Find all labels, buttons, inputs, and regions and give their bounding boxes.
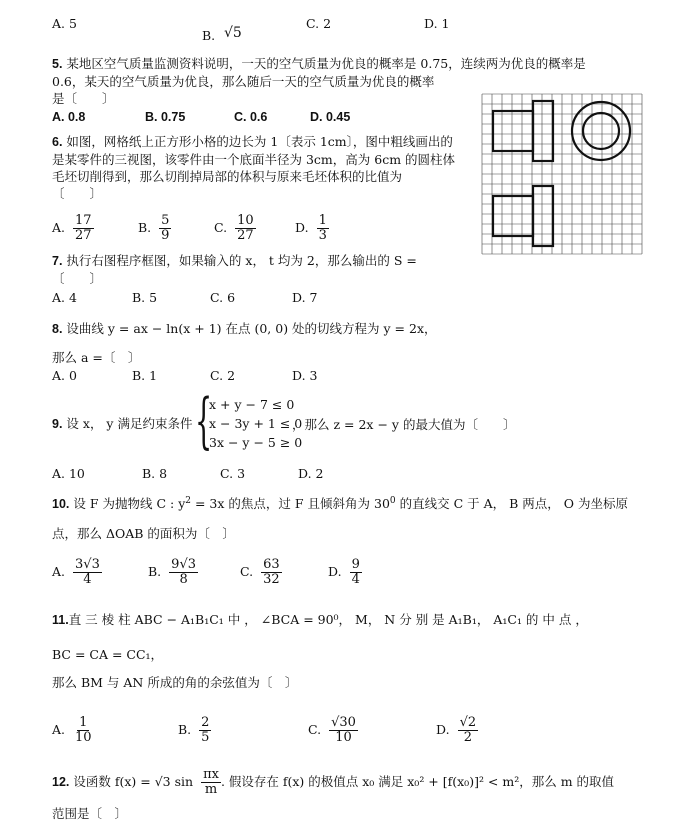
q4-option-b-value: √5 xyxy=(224,25,242,41)
q6-option-a: A. $\frac{17}{27}$ xyxy=(52,213,92,243)
front-view-box-left xyxy=(493,111,533,151)
q8-option-c: C. 2 xyxy=(210,368,236,383)
q7-option-d: D. 7 xyxy=(292,290,318,305)
q4-option-b-label: B. xyxy=(202,28,216,43)
q8-number: 8. xyxy=(52,322,63,336)
q7-line-1: 执行右图程序框图，如果输入的 x， t 均为 2，那么输出的 S = xyxy=(66,253,417,268)
question-9 xyxy=(52,415,192,433)
q12-number: 12. xyxy=(52,775,70,789)
q11-line-3: 那么 BM 与 AN 所成的角的余弦值为〔 〕 xyxy=(52,675,298,690)
q6-line-3: 毛坯切削得到，那么切削掉局部的体积与原来毛坯体积的比值为 xyxy=(52,169,403,184)
q9-option-b: B. 8 xyxy=(142,466,168,481)
q7-option-a: A. 4 xyxy=(52,290,77,305)
q6-option-c: C. $\frac{10}{27}$ xyxy=(214,213,254,243)
side-view-box-right xyxy=(533,186,553,246)
q12-fraction: $\frac{\pi x}{m}$ xyxy=(203,767,219,797)
q8-option-b: B. 1 xyxy=(132,368,158,383)
q10-number: 10. xyxy=(52,497,70,512)
q6-line-1: 如图，网格纸上正方形小格的边长为 1〔表示 1cm〕，图中粗线画出的 xyxy=(66,134,453,149)
q11-number: 11. xyxy=(52,613,69,627)
q5-number: 5. xyxy=(52,57,63,71)
top-view-inner-circle xyxy=(583,113,619,149)
q8-line-2: 那么 a =〔 〕 xyxy=(52,350,141,365)
q9-constraint-1: x + y − 7 ≤ 0 xyxy=(209,397,295,412)
q12-line-1a: 设函数 f(x) = √3 sin xyxy=(73,774,194,789)
top-view-outer-circle xyxy=(572,102,630,160)
q6-line-2: 是某零件的三视图，该零件由一个底面半径为 3cm，高为 6cm 的圆柱体 xyxy=(52,152,456,167)
question-6 xyxy=(52,133,472,202)
q9-brace: { xyxy=(195,386,213,456)
question-10 xyxy=(52,493,652,542)
q10-line-1b: = 3x 的焦点，过 F 且倾斜角为 30 xyxy=(191,496,390,512)
q11-option-b: B. $\frac{2}{5}$ xyxy=(178,715,210,745)
q6-number: 6. xyxy=(52,135,63,149)
q9-option-a: A. 10 xyxy=(52,466,85,481)
q11-line-1: 直 三 棱 柱 ABC − A₁B₁C₁ 中 ， ∠BCA = 90⁰， M， N 分 别 是 A₁B₁， A₁C₁ 的 中 点 ， xyxy=(68,612,588,627)
q7-number: 7. xyxy=(52,254,63,268)
q10-option-d: D. $\frac{9}{4}$ xyxy=(328,557,360,587)
q9-constraint-2: x − 3y + 1 ≤ 0 xyxy=(209,416,303,431)
q9-tail: ，那么 z = 2x − y 的最大值为〔 〕 xyxy=(292,417,516,432)
q6-line-4: 〔 〕 xyxy=(52,186,103,201)
q10-line-1c: 的直线交 C 于 A， B 两点， O 为坐标原 xyxy=(395,496,628,512)
q10-line-2: 点，那么 ΔOAB 的面积为〔 〕 xyxy=(52,526,235,542)
q7-option-c: C. 6 xyxy=(210,290,236,305)
q5-option-a: A. 0.8 xyxy=(52,110,86,124)
q8-option-d: D. 3 xyxy=(292,368,318,383)
q10-option-a: A. $\frac{3√3}{4}$ xyxy=(52,557,100,587)
question-7 xyxy=(52,252,472,287)
q9-lead: 设 x， y 满足约束条件 xyxy=(66,416,193,431)
front-view-box-right xyxy=(533,101,553,161)
q4-option-d: D. 1 xyxy=(424,16,450,31)
q5-option-d: D. 0.45 xyxy=(310,110,351,124)
q5-line-2: 0.6，某天的空气质量为优良，那么随后一天的空气质量为优良的概率 xyxy=(52,74,435,89)
q8-option-a: A. 0 xyxy=(52,368,77,383)
q5-option-c: C. 0.6 xyxy=(234,110,268,124)
q12-line-2: 范围是〔 〕 xyxy=(52,806,128,821)
q11-option-c: C. $\frac{√30}{10}$ xyxy=(308,715,356,745)
q11-option-a: A. $\frac{1}{10}$ xyxy=(52,715,92,745)
q10-sup-2: 2 xyxy=(185,496,191,506)
q6-option-d: D. $\frac{1}{3}$ xyxy=(295,213,327,243)
q5-line-3: 是〔 〕 xyxy=(52,91,115,106)
q7-option-b: B. 5 xyxy=(132,290,158,305)
q10-sup-0: 0 xyxy=(389,496,396,506)
q7-line-2: 〔 〕 xyxy=(52,271,103,286)
q6-option-b: B. $\frac{5}{9}$ xyxy=(138,213,170,243)
q4-option-c: C. 2 xyxy=(306,16,332,31)
q10-option-c: C. $\frac{63}{32}$ xyxy=(240,557,280,587)
q9-option-d: D. 2 xyxy=(298,466,324,481)
question-12 xyxy=(52,768,662,822)
q9-number: 9. xyxy=(52,417,63,431)
q11-option-d: D. $\frac{√2}{2}$ xyxy=(436,715,477,745)
q5-line-1: 某地区空气质量监测资料说明，一天的空气质量为优良的概率是 0.75，连续两为优良的概率是 xyxy=(66,56,586,71)
question-11 xyxy=(52,611,652,691)
q10-option-b: B. $\frac{9√3}{8}$ xyxy=(148,557,196,587)
q9-constraint-3: 3x − y − 5 ≥ 0 xyxy=(209,435,303,450)
q4-option-a: A. 5 xyxy=(52,16,77,31)
q5-option-b: B. 0.75 xyxy=(145,110,186,124)
side-view-box-left xyxy=(493,196,533,236)
three-view-grid-figure xyxy=(480,92,644,256)
q11-line-2: BC = CA = CC₁， xyxy=(52,647,164,662)
question-8 xyxy=(52,320,437,366)
q8-line-1: 设曲线 y = ax − ln(x + 1) 在点 (0, 0) 处的切线方程为 y = 2x， xyxy=(66,321,437,336)
q12-line-1b: . 假设存在 f(x) 的极值点 x₀ 满足 x₀² + [f(x₀)]² < m²，那么 m 的取值 xyxy=(220,774,615,789)
q10-line-1a: 设 F 为抛物线 C : y xyxy=(73,496,186,512)
q9-option-c: C. 3 xyxy=(220,466,246,481)
